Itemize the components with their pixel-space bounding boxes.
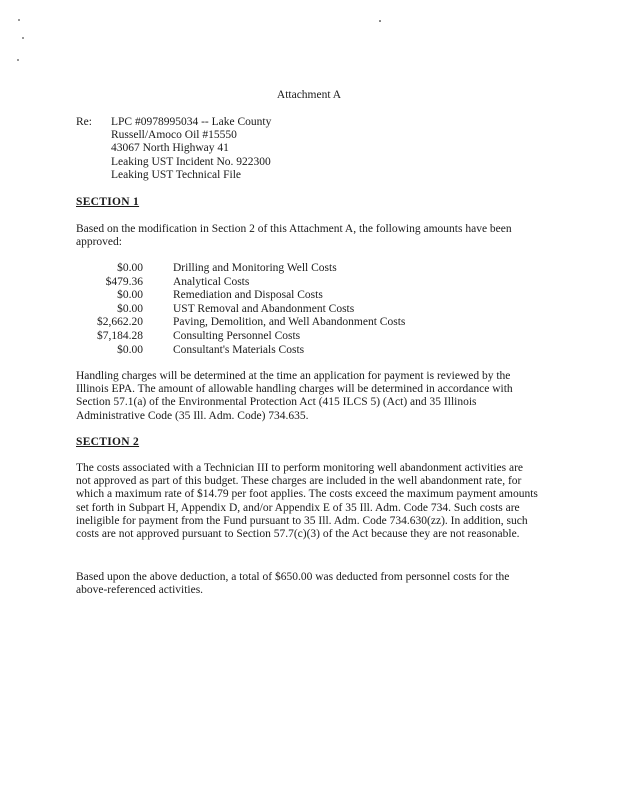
re-line: Leaking UST Technical File	[111, 168, 242, 181]
cost-description: Analytical Costs	[173, 275, 250, 288]
cost-table	[76, 262, 496, 357]
cost-description: Remediation and Disposal Costs	[173, 289, 323, 302]
cost-row	[76, 303, 496, 317]
cost-description: Drilling and Monitoring Well Costs	[173, 262, 337, 274]
cost-row	[76, 289, 496, 303]
scan-speck	[18, 19, 20, 21]
re-block	[111, 116, 271, 182]
cost-description: Paving, Demolition, and Well Abandonment Costs	[173, 316, 406, 329]
re-line: LPC #0978995034 -- Lake County	[111, 116, 272, 128]
cost-row	[76, 276, 496, 290]
cost-amount: $0.00	[117, 343, 143, 356]
section-2-paragraph-2: Based upon the above deduction, a total of $650.00 was deducted from personnel costs for the above-referenced activities.	[76, 571, 510, 597]
re-line: Leaking UST Incident No. 922300	[111, 155, 271, 168]
cost-row	[76, 316, 496, 330]
cost-amount: $0.00	[117, 289, 143, 302]
cost-amount: $0.00	[117, 302, 143, 315]
section-1-intro: Based on the modification in Section 2 of this Attachment A, the following amounts have been approved:	[76, 223, 512, 249]
cost-amount: $2,662.20	[97, 316, 143, 329]
cost-amount: $7,184.28	[97, 329, 143, 342]
scan-speck	[22, 37, 24, 39]
section-2-heading: SECTION 2	[76, 436, 140, 448]
re-line: 43067 North Highway 41	[111, 142, 229, 155]
cost-row	[76, 344, 496, 358]
section-1-heading: SECTION 1	[76, 196, 140, 208]
cost-amount: $0.00	[117, 262, 143, 274]
document-title: Attachment A	[276, 89, 342, 101]
cost-description: UST Removal and Abandonment Costs	[173, 302, 355, 315]
section-2-paragraph-1: The costs associated with a Technician III to perform monitoring well abandonment activities are not approved as part of this budget. These charges are included in the well abandonment rate, for which a maximum rate of $14.79 per foot applies. The costs exceed the maximum payment amounts set forth in Subpart H, Appendix D, and/or Appendix E of 35 Ill. Adm. Code 734. Such costs are ineligible for payment from the Fund pursuant to 35 Ill. Adm. Code 734.630(zz). In addition, such costs are not approved pursuant to Section 57.7(c)(3) of the Act because they are not reasonable.	[76, 462, 538, 541]
scan-speck	[17, 59, 19, 61]
handling-charges-paragraph: Handling charges will be determined at the time an application for payment is reviewed by the Illinois EPA. The amount of allowable handling charges will be determined in accordance with Section 57.1(a) of the Environmental Protection Act (415 ILCS 5) (Act) and 35 Illinois Administrative Code (35 Ill. Adm. Code) 734.635.	[76, 370, 513, 422]
cost-amount: $479.36	[105, 275, 143, 288]
cost-description: Consultant's Materials Costs	[173, 343, 305, 356]
cost-description: Consulting Personnel Costs	[173, 329, 301, 342]
scan-speck	[379, 20, 381, 22]
cost-row	[76, 330, 496, 344]
cost-row	[76, 262, 496, 276]
re-label: Re:	[76, 116, 92, 128]
re-line: Russell/Amoco Oil #15550	[111, 129, 237, 142]
